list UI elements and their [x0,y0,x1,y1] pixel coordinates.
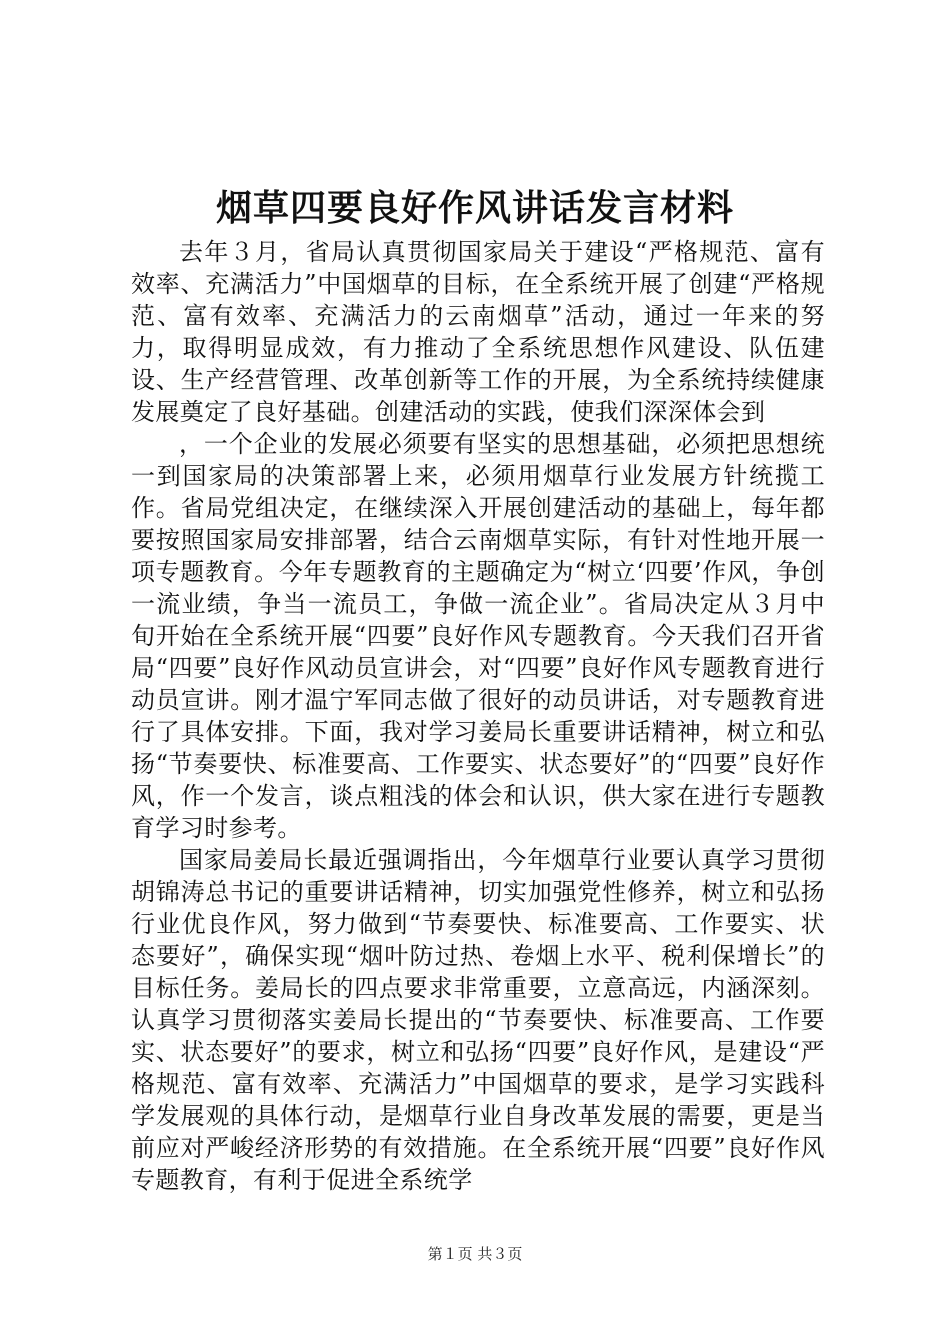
paragraph-1: 去年３月，省局认真贯彻国家局关于建设“严格规范、富有效率、充满活力”中国烟草的目标，在全系统开展了创建“严格规范、富有效率、充满活力的云南烟草”活动，通过一年来的努力，取得明显成效，有力推动了全系统思想作风建设、队伍建设、生产经营管理、改革创新等工作的开展，为全系统持续健康发展奠定了良好基础。创建活动的实践，使我们深深体会到 [131,238,825,426]
page-number-footer: 第１页 共３页 [427,1245,523,1263]
paragraph-2: ，一个企业的发展必须要有坚实的思想基础，必须把思想统一到国家局的决策部署上来，必须用烟草行业发展方针统揽工作。省局党组决定，在继续深入开展创建活动的基础上，每年都要按照国家局安排部署，结合云南烟草实际，有针对性地开展一项专题教育。今年专题教育的主题确定为“树立‘四要’作风，争创一流业绩，争当一流员工，争做一流企业”。省局决定从３月中旬开始在全系统开展“四要”良好作风专题教育。今天我们召开省局“四要”良好作风动员宣讲会，对“四要”良好作风专题教育进行动员宣讲。刚才温宁军同志做了很好的动员讲话，对专题教育进行了具体安排。下面，我对学习姜局长重要讲话精神，树立和弘扬“节奏要快、标准要高、工作要实、状态要好”的“四要”良好作风，作一个发言，谈点粗浅的体会和认识，供大家在进行专题教育学习时参考。 [131,430,825,842]
paragraph-3: 国家局姜局长最近强调指出，今年烟草行业要认真学习贯彻胡锦涛总书记的重要讲话精神，切实加强党性修养，树立和弘扬行业优良作风，努力做到“节奏要快、标准要高、工作要实、状态要好”，确保实现“烟叶防过热、卷烟上水平、税利保增长”的目标任务。姜局长的四点要求非常重要，立意高远，内涵深刻。认真学习贯彻落实姜局长提出的“节奏要快、标准要高、工作要实、状态要好”的要求，树立和弘扬“四要”良好作风，是建设“严格规范、富有效率、充满活力”中国烟草的要求，是学习实践科学发展观的具体行动，是烟草行业自身改革发展的需要，更是当前应对严峻经济形势的有效措施。在全系统开展“四要”良好作风专题教育，有利于促进全系统学 [131,846,825,1194]
document-body [131,236,825,1196]
document-title: 烟草四要良好作风讲话发言材料 [215,187,734,229]
